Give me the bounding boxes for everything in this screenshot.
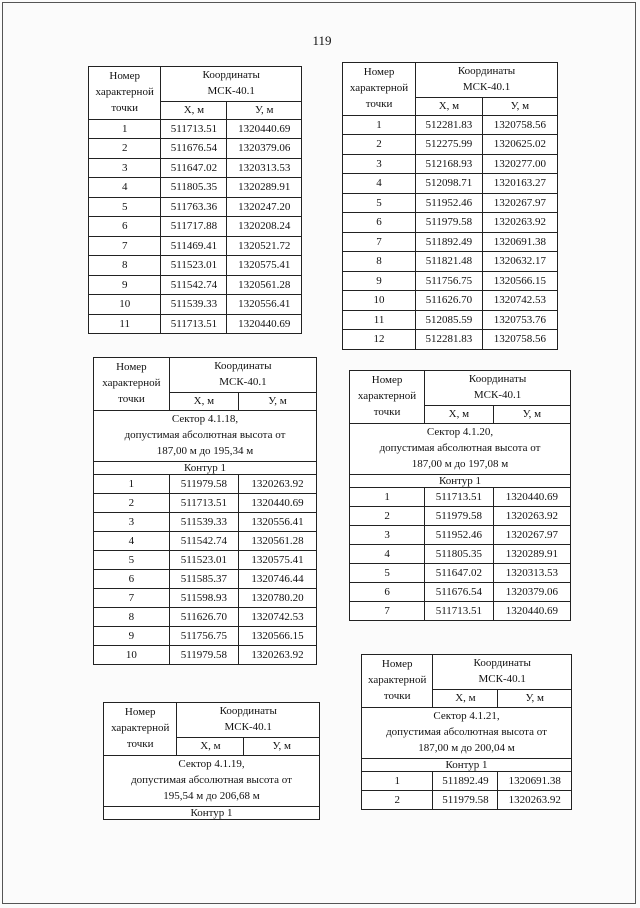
point-number: 5: [350, 564, 425, 583]
text-line: Координаты: [202, 69, 260, 81]
point-number-header: [89, 67, 161, 120]
x-header: X, м: [425, 405, 494, 423]
x-coordinate: 511585.37: [169, 570, 238, 589]
table-row: [343, 154, 558, 174]
table-row: [350, 583, 571, 602]
y-coordinate: 1320556.41: [227, 295, 302, 315]
y-coordinate: 1320267.97: [493, 526, 570, 545]
text-line: 187,00 м до 197,08 м: [411, 457, 509, 470]
x-coordinate: 511539.33: [169, 513, 238, 532]
point-number: 6: [350, 583, 425, 602]
x-coordinate: 511763.36: [161, 197, 227, 217]
coordinates-table: [93, 357, 317, 665]
x-coordinate: 511892.49: [433, 772, 498, 791]
contour-row: [104, 806, 320, 820]
text-line: Номер: [124, 706, 156, 719]
y-coordinate: 1320691.38: [482, 232, 557, 252]
point-number: 6: [89, 217, 161, 237]
x-header: X, м: [416, 97, 483, 115]
text-line: МСК-40.1: [478, 672, 526, 685]
y-coordinate: 1320561.28: [227, 275, 302, 295]
header-row: [343, 63, 558, 98]
y-coordinate: 1320208.24: [227, 217, 302, 237]
point-number: 1: [350, 488, 425, 507]
point-number: 2: [350, 507, 425, 526]
point-number: 4: [350, 545, 425, 564]
point-number: 2: [343, 135, 416, 155]
y-coordinate: 1320780.20: [238, 589, 316, 608]
table-row: [89, 158, 302, 178]
x-coordinate: 511647.02: [425, 564, 494, 583]
table-row: [94, 532, 317, 551]
point-number: 11: [89, 314, 161, 334]
text-line: характерной: [95, 85, 154, 98]
point-number: 2: [89, 139, 161, 159]
contour-caption: Контур 1: [350, 474, 571, 488]
table-row: [94, 551, 317, 570]
text-line: Координаты: [468, 373, 527, 385]
x-coordinate: 511469.41: [161, 236, 227, 256]
table-row: [94, 570, 317, 589]
y-header: У, м: [482, 97, 557, 115]
y-header: У, м: [227, 101, 302, 119]
y-coordinate: 1320289.91: [227, 178, 302, 198]
x-header: X, м: [169, 392, 238, 410]
text-line: точки: [365, 97, 393, 110]
text-line: характерной: [349, 81, 409, 94]
coordinates-header: [425, 371, 571, 406]
point-number: 3: [343, 154, 416, 174]
table-row: [94, 608, 317, 627]
x-coordinate: 511805.35: [161, 178, 227, 198]
point-number: 1: [362, 772, 433, 791]
text-line: Координаты: [457, 65, 516, 77]
x-coordinate: 511979.58: [416, 213, 483, 233]
point-number: 9: [343, 271, 416, 291]
y-coordinate: 1320758.56: [482, 115, 557, 135]
y-header: У, м: [244, 737, 320, 755]
table-row: [94, 475, 317, 494]
x-coordinate: 511676.54: [161, 139, 227, 159]
y-coordinate: 1320440.69: [227, 314, 302, 334]
point-number: 10: [89, 295, 161, 315]
point-number: 3: [89, 158, 161, 178]
table-row: [343, 232, 558, 252]
point-number: 2: [362, 791, 433, 810]
point-number: 12: [343, 330, 416, 350]
x-coordinate: 512281.83: [416, 330, 483, 350]
text-line: Номер: [371, 374, 403, 387]
coordinates-header: [177, 703, 320, 738]
y-coordinate: 1320691.38: [498, 772, 572, 791]
x-coordinate: 511523.01: [161, 256, 227, 276]
text-line: Номер: [109, 70, 140, 83]
x-header: X, м: [433, 689, 498, 707]
table-row: [350, 564, 571, 583]
point-number: 8: [343, 252, 416, 272]
point-number: 11: [343, 310, 416, 330]
text-line: точки: [118, 392, 145, 405]
y-coordinate: 1320379.06: [493, 583, 570, 602]
y-coordinate: 1320263.92: [238, 475, 316, 494]
table-row: [343, 213, 558, 233]
point-number: 2: [94, 494, 170, 513]
y-coordinate: 1320566.15: [482, 271, 557, 291]
y-coordinate: 1320632.17: [482, 252, 557, 272]
x-coordinate: 512168.93: [416, 154, 483, 174]
text-line: допустимая абсолютная высота от: [379, 441, 541, 454]
y-coordinate: 1320556.41: [238, 513, 316, 532]
y-coordinate: 1320440.69: [493, 602, 570, 621]
sector-caption: [350, 423, 571, 474]
y-coordinate: 1320379.06: [227, 139, 302, 159]
point-number: 1: [94, 475, 170, 494]
point-number: 6: [343, 213, 416, 233]
y-coordinate: 1320521.72: [227, 236, 302, 256]
header-row: [350, 371, 571, 406]
point-number: 4: [94, 532, 170, 551]
table-row: [94, 627, 317, 646]
x-coordinate: 511713.51: [161, 314, 227, 334]
coordinates-header: [161, 67, 302, 102]
y-coordinate: 1320263.92: [482, 213, 557, 233]
table-row: [350, 545, 571, 564]
sector-caption: [94, 410, 317, 461]
point-number: 3: [94, 513, 170, 532]
point-number: 4: [89, 178, 161, 198]
table-row: [89, 314, 302, 334]
table-row: [94, 494, 317, 513]
table-row: [89, 275, 302, 295]
x-coordinate: 511979.58: [169, 475, 238, 494]
text-line: Сектор 4.1.19,: [178, 757, 245, 770]
table-row: [343, 291, 558, 311]
sector-row: [94, 410, 317, 461]
y-coordinate: 1320561.28: [238, 532, 316, 551]
point-number: 3: [350, 526, 425, 545]
y-coordinate: 1320263.92: [493, 507, 570, 526]
point-number: 1: [343, 115, 416, 135]
table-row: [350, 488, 571, 507]
sector-row: [362, 707, 572, 758]
point-number-header: [104, 703, 177, 756]
table-row: [89, 236, 302, 256]
text-line: МСК-40.1: [224, 720, 272, 733]
x-coordinate: 512098.71: [416, 174, 483, 194]
point-number-header: [94, 358, 170, 411]
point-number: 10: [343, 291, 416, 311]
y-coordinate: 1320277.00: [482, 154, 557, 174]
y-coordinate: 1320313.53: [227, 158, 302, 178]
x-coordinate: 511892.49: [416, 232, 483, 252]
coordinates-table: [103, 702, 320, 820]
y-coordinate: 1320566.15: [238, 627, 316, 646]
x-header: X, м: [177, 737, 244, 755]
point-number: 1: [89, 119, 161, 139]
text-line: точки: [383, 689, 411, 702]
x-coordinate: 511952.46: [416, 193, 483, 213]
contour-row: [362, 758, 572, 772]
x-coordinate: 511539.33: [161, 295, 227, 315]
x-coordinate: 511717.88: [161, 217, 227, 237]
table-row: [89, 178, 302, 198]
point-number-header: [350, 371, 425, 424]
header-row: [362, 655, 572, 690]
point-number: 9: [89, 275, 161, 295]
point-number: 5: [343, 193, 416, 213]
text-line: Номер: [381, 658, 413, 671]
sector-caption: [362, 707, 572, 758]
text-line: МСК-40.1: [219, 375, 267, 388]
text-line: Сектор 4.1.18,: [171, 412, 239, 425]
table-row: [362, 791, 572, 810]
y-coordinate: 1320440.69: [227, 119, 302, 139]
text-line: МСК-40.1: [207, 84, 255, 97]
table-row: [94, 646, 317, 665]
header-row: [89, 67, 302, 102]
x-coordinate: 511756.75: [169, 627, 238, 646]
header-row: [94, 358, 317, 393]
text-line: характерной: [111, 721, 170, 734]
x-coordinate: 511952.46: [425, 526, 494, 545]
coordinates-header: [433, 655, 572, 690]
text-line: точки: [126, 737, 154, 750]
page-number: 119: [312, 33, 332, 48]
text-line: 195,54 м до 206,68 м: [163, 789, 260, 802]
x-coordinate: 511756.75: [416, 271, 483, 291]
text-line: характерной: [368, 673, 427, 686]
x-coordinate: 511523.01: [169, 551, 238, 570]
coordinates-table: [88, 66, 302, 334]
x-coordinate: 511676.54: [425, 583, 494, 602]
contour-caption: Контур 1: [104, 806, 320, 820]
contour-caption: Контур 1: [94, 461, 317, 475]
table-row: [89, 295, 302, 315]
x-coordinate: 511542.74: [169, 532, 238, 551]
table-row: [89, 217, 302, 237]
y-coordinate: 1320263.92: [238, 646, 316, 665]
y-coordinate: 1320575.41: [227, 256, 302, 276]
table-row: [343, 115, 558, 135]
table-row: [89, 139, 302, 159]
x-coordinate: 511542.74: [161, 275, 227, 295]
text-line: Номер: [116, 361, 147, 374]
sector-row: [350, 423, 571, 474]
table-row: [94, 513, 317, 532]
coordinates-table: [361, 654, 572, 810]
coordinates-header: [416, 63, 558, 98]
x-coordinate: 511821.48: [416, 252, 483, 272]
x-header: X, м: [161, 101, 227, 119]
x-coordinate: 511979.58: [169, 646, 238, 665]
point-number-header: [343, 63, 416, 116]
contour-row: [94, 461, 317, 475]
text-line: допустимая абсолютная высота от: [124, 428, 286, 441]
point-number: 8: [94, 608, 170, 627]
point-number: 6: [94, 570, 170, 589]
text-line: Координаты: [219, 705, 277, 717]
y-header: У, м: [498, 689, 572, 707]
table-row: [89, 256, 302, 276]
text-line: Сектор 4.1.21,: [433, 709, 500, 722]
y-coordinate: 1320440.69: [493, 488, 570, 507]
table-row: [343, 252, 558, 272]
point-number: 7: [94, 589, 170, 608]
table-row: [89, 119, 302, 139]
x-coordinate: 511713.51: [425, 602, 494, 621]
table-row: [343, 174, 558, 194]
sector-caption: [104, 755, 320, 806]
text-line: 187,00 м до 200,04 м: [418, 741, 515, 754]
text-line: 187,00 м до 195,34 м: [156, 444, 254, 457]
table-row: [343, 135, 558, 155]
y-coordinate: 1320758.56: [482, 330, 557, 350]
text-line: МСК-40.1: [462, 80, 511, 93]
y-coordinate: 1320263.92: [498, 791, 572, 810]
x-coordinate: 512275.99: [416, 135, 483, 155]
text-line: МСК-40.1: [473, 388, 522, 401]
text-line: характерной: [102, 376, 161, 389]
y-coordinate: 1320625.02: [482, 135, 557, 155]
y-coordinate: 1320575.41: [238, 551, 316, 570]
text-line: точки: [373, 405, 401, 418]
table-row: [343, 271, 558, 291]
table-row: [362, 772, 572, 791]
header-row: [104, 703, 320, 738]
point-number: 7: [350, 602, 425, 621]
y-coordinate: 1320247.20: [227, 197, 302, 217]
y-coordinate: 1320753.76: [482, 310, 557, 330]
point-number: 4: [343, 174, 416, 194]
table-row: [350, 526, 571, 545]
point-number: 7: [343, 232, 416, 252]
x-coordinate: 511979.58: [425, 507, 494, 526]
x-coordinate: 511979.58: [433, 791, 498, 810]
text-line: Координаты: [214, 360, 272, 372]
y-coordinate: 1320742.53: [238, 608, 316, 627]
coordinates-table: [349, 370, 571, 621]
x-coordinate: 511647.02: [161, 158, 227, 178]
text-line: точки: [111, 101, 139, 114]
coordinates-header: [169, 358, 316, 393]
x-coordinate: 511626.70: [169, 608, 238, 627]
text-line: Номер: [363, 66, 395, 79]
point-number: 8: [89, 256, 161, 276]
point-number: 9: [94, 627, 170, 646]
text-line: допустимая абсолютная высота от: [386, 725, 547, 738]
contour-caption: Контур 1: [362, 758, 572, 772]
y-coordinate: 1320746.44: [238, 570, 316, 589]
x-coordinate: 511713.51: [161, 119, 227, 139]
y-coordinate: 1320267.97: [482, 193, 557, 213]
contour-row: [350, 474, 571, 488]
sector-row: [104, 755, 320, 806]
text-line: допустимая абсолютная высота от: [131, 773, 292, 786]
y-coordinate: 1320313.53: [493, 564, 570, 583]
table-row: [350, 602, 571, 621]
x-coordinate: 512085.59: [416, 310, 483, 330]
y-coordinate: 1320440.69: [238, 494, 316, 513]
x-coordinate: 511805.35: [425, 545, 494, 564]
x-coordinate: 511713.51: [169, 494, 238, 513]
y-header: У, м: [493, 405, 570, 423]
x-coordinate: 511626.70: [416, 291, 483, 311]
x-coordinate: 511598.93: [169, 589, 238, 608]
table-row: [343, 330, 558, 350]
x-coordinate: 511713.51: [425, 488, 494, 507]
x-coordinate: 512281.83: [416, 115, 483, 135]
table-row: [343, 193, 558, 213]
y-header: У, м: [238, 392, 316, 410]
point-number: 5: [89, 197, 161, 217]
table-row: [350, 507, 571, 526]
table-row: [343, 310, 558, 330]
text-line: Координаты: [473, 657, 531, 669]
point-number: 7: [89, 236, 161, 256]
table-row: [89, 197, 302, 217]
y-coordinate: 1320289.91: [493, 545, 570, 564]
y-coordinate: 1320163.27: [482, 174, 557, 194]
text-line: характерной: [357, 389, 417, 402]
point-number: 5: [94, 551, 170, 570]
coordinates-table: [342, 62, 558, 350]
table-row: [94, 589, 317, 608]
point-number: 10: [94, 646, 170, 665]
y-coordinate: 1320742.53: [482, 291, 557, 311]
text-line: Сектор 4.1.20,: [426, 425, 494, 438]
point-number-header: [362, 655, 433, 708]
